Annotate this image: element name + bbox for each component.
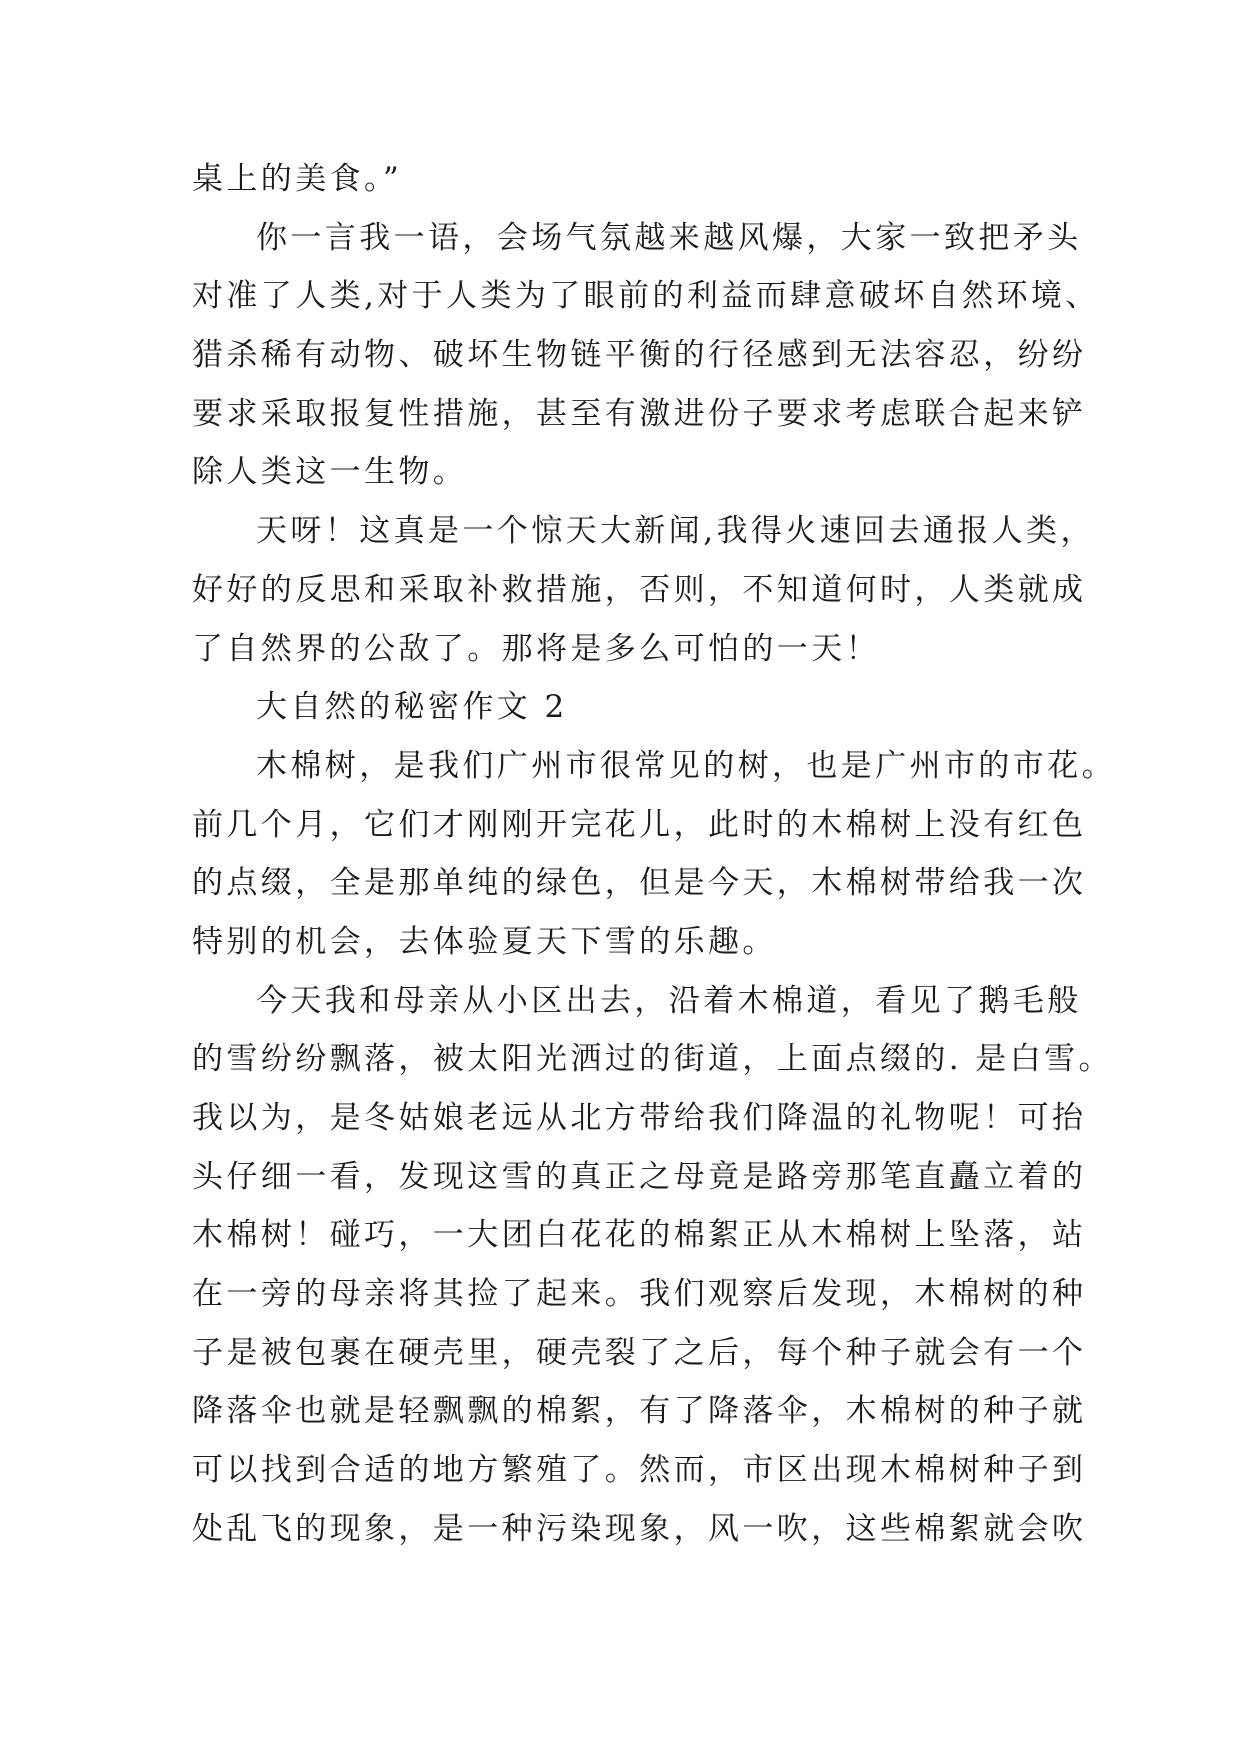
text-line: 可以找到合适的地方繁殖了。然而，市区出现木棉树种子到 <box>192 1452 1087 1489</box>
text-line: 桌上的美食。” <box>192 161 403 197</box>
text-line: 要求采取报复性措施，甚至有激进份子要求考虑联合起来铲 <box>192 395 1087 432</box>
text-line: 的雪纷纷飘落，被太阳光洒过的街道，上面点缀的. 是白雪。 <box>192 1041 1113 1078</box>
text-line: 子是被包裹在硬壳里，硬壳裂了之后，每个种子就会有一个 <box>192 1334 1087 1371</box>
text-line: 我以为，是冬姑娘老远从北方带给我们降温的礼物呢！可抬 <box>192 1100 1087 1136</box>
text-line: 了自然界的公敌了。那将是多么可怕的一天！ <box>192 630 880 667</box>
text-line: 好好的反思和采取补救措施，否则，不知道何时，人类就成 <box>192 571 1087 608</box>
text-line: 前几个月，它们才刚刚开完花儿，此时的木棉树上没有红色 <box>192 806 1087 843</box>
paragraph-start-line: 你一言我一语，会场气氛越来越风爆，大家一致把矛头 <box>256 219 1082 256</box>
section-heading: 大自然的秘密作文 2 <box>256 689 568 726</box>
text-line: 猎杀稀有动物、破坏生物链平衡的行径感到无法容忍，纷纷 <box>192 337 1087 374</box>
text-line: 木棉树！碰巧，一大团白花花的棉絮正从木棉树上坠落，站 <box>192 1217 1087 1254</box>
paragraph-start-line: 天呀！这真是一个惊天大新闻,我得火速回去通报人类， <box>256 513 1095 550</box>
text-line: 特别的机会，去体验夏天下雪的乐趣。 <box>192 923 777 960</box>
paragraph-start-line: 木棉树，是我们广州市很常见的树，也是广州市的市花。 <box>256 747 1116 784</box>
text-line: 在一旁的母亲将其捡了起来。我们观察后发现，木棉树的种 <box>192 1276 1087 1313</box>
paragraph-start-line: 今天我和母亲从小区出去，沿着木棉道，看见了鹅毛般 <box>256 982 1082 1019</box>
text-line: 除人类这一生物。 <box>192 454 468 491</box>
document-body <box>192 150 1116 1559</box>
text-line: 的点缀，全是那单纯的绿色，但是今天，木棉树带给我一次 <box>192 865 1087 902</box>
text-line: 处乱飞的现象，是一种污染现象，风一吹，这些棉絮就会吹 <box>192 1510 1087 1547</box>
text-line: 头仔细一看，发现这雪的真正之母竟是路旁那笔直矗立着的 <box>192 1158 1087 1195</box>
text-line: 降落伞也就是轻飘飘的棉絮，有了降落伞，木棉树的种子就 <box>192 1393 1087 1430</box>
text-line: 对准了人类,对于人类为了眼前的利益而肆意破坏自然环境、 <box>192 278 1100 315</box>
